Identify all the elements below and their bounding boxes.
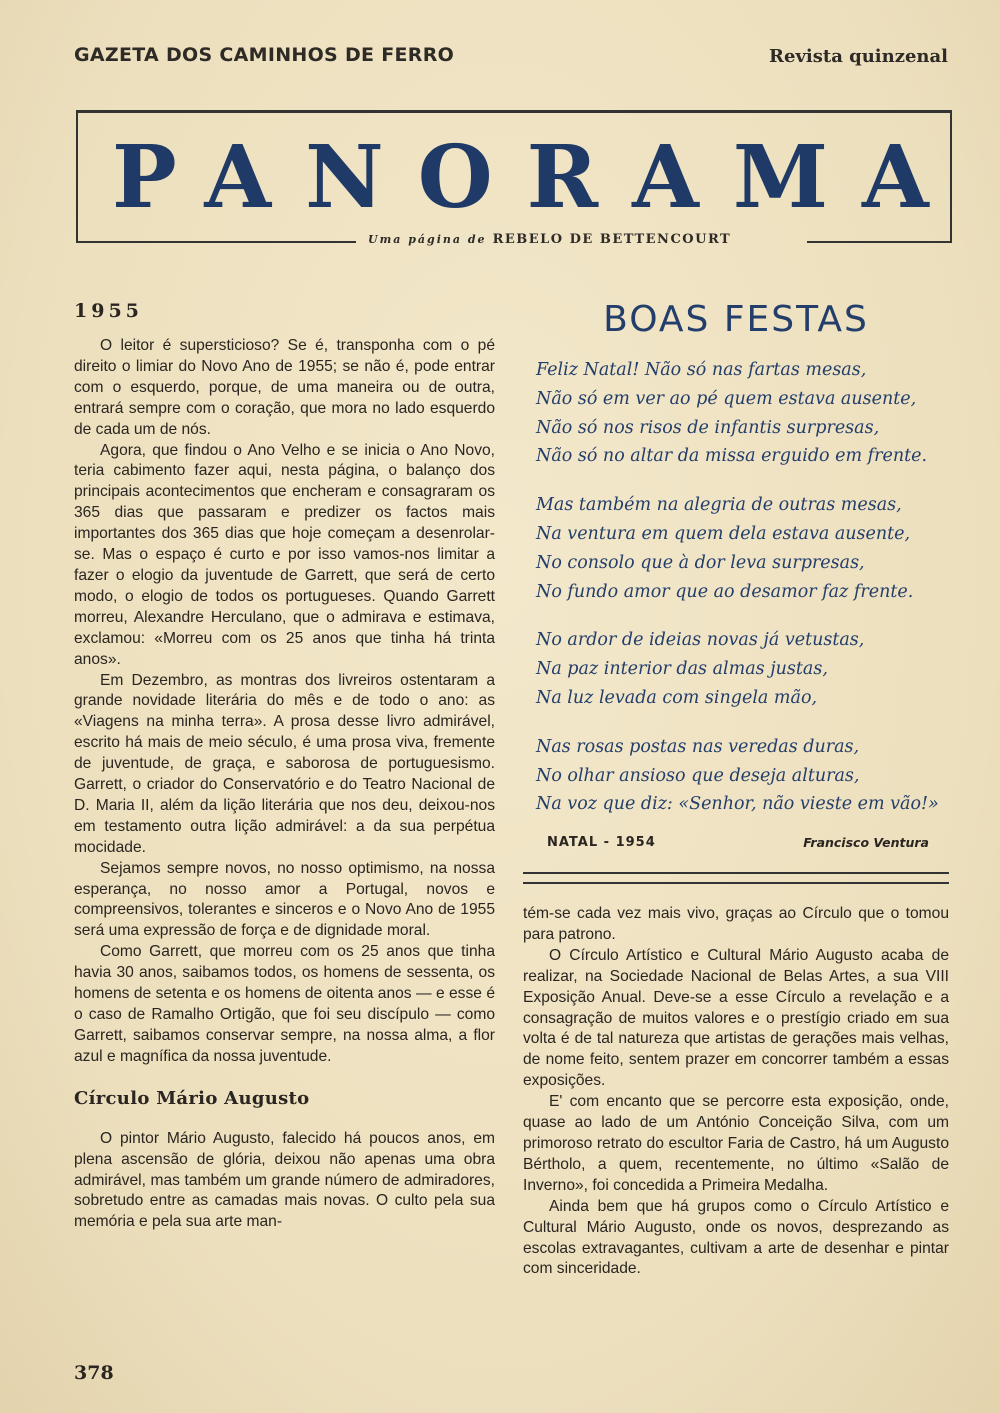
publication-name: GAZETA DOS CAMINHOS DE FERRO xyxy=(74,44,455,66)
poem-verse: No consolo que à dor leva surpresas, xyxy=(536,552,865,573)
byline-rule-left xyxy=(76,241,356,243)
poem-verse: Na paz interior das almas justas, xyxy=(536,659,828,680)
article-1955-title: 1955 xyxy=(74,300,143,322)
poem-verse: Não só em ver ao pé quem estava ausente, xyxy=(536,388,917,409)
article-circulo-paragraph: O Círculo Artístico e Cultural Mário Augusto acaba de realizar, na Sociedade Nacional de Belas Artes, a sua VIII Exposição Anual. Deve-se a esse Círculo a revelação e a consagração de muitos valores e o prestígio criado em sua volta é de tal natureza que artistas de gerações mais velhas, de nome feito, sentem prazer em concorrer também a essas exposições. xyxy=(523,946,949,1090)
publication-frequency: Revista quinzenal xyxy=(769,46,948,67)
article-circulo-continuation: tém-se cada vez mais vivo, graças ao Círculo que o tomou para patrono. xyxy=(523,905,949,943)
poem-author: Francisco Ventura xyxy=(803,835,929,851)
poem-date: NATAL - 1954 xyxy=(547,835,656,851)
article-circulo-paragraph: E' com encanto que se percorre esta exposição, onde, quase ao lado de um António Conceição Silva, com um primoroso retrato do escultor Faria de Castro, há um Augusto Bértholo, a quem, recentemente, no último «Salão de Inverno», foi concedida a Primeira Medalha. xyxy=(523,1093,949,1194)
poem-verse: Na luz levada com singela mão, xyxy=(536,687,818,708)
byline-text xyxy=(368,232,731,247)
article-1955-paragraph: Sejamos sempre novos, no nosso optimismo, na nossa esperança, no nosso amor a Portugal, novos e compreensivos, tolerantes e sinceros e o Novo Ano de 1955 será uma expressão de força e de dignidade moral. xyxy=(74,859,495,940)
poem-verse: Não só no altar da missa erguido em frente. xyxy=(536,446,928,467)
article-circulo-paragraph: O pintor Mário Augusto, falecido há poucos anos, em plena ascensão de glória, deixou não apenas uma obra admirável, mas também um grande número de admiradores, sobretudo entre as camadas mais novas. O culto pela sua memória e pela sua arte man- xyxy=(74,1129,495,1231)
poem-verse: Não só nos risos de infantis surpresas, xyxy=(536,417,880,438)
article-circulo-paragraph: Ainda bem que há grupos como o Círculo Artístico e Cultural Mário Augusto, onde os novos, desprezando as escolas extravagantes, cultivam a arte de desenhar e pintar com sinceridade. xyxy=(523,1197,949,1278)
byline-prefix: Uma página de xyxy=(368,233,487,246)
poem-stanza xyxy=(536,733,949,819)
poem-verse: No fundo amor que ao desamor faz frente. xyxy=(536,581,914,602)
page-number: 378 xyxy=(74,1362,114,1384)
double-rule-divider xyxy=(523,872,949,884)
poem-verse: Mas também na alegria de outras mesas, xyxy=(536,495,902,516)
masthead-title: PANORAMA xyxy=(112,127,963,228)
article-1955-paragraph: Em Dezembro, as montras dos livreiros ostentaram a grande novidade literária do mês e de todo o ano: as «Viagens na minha terra». A prosa desse livro admirável, escrito há mais de meio século, é uma prosa viva, fremente de juventude, de graça, e saborosa de portuguesismo. Garrett, o criador do Conservatório e do Teatro Nacional de D. Maria II, além da lição literária que nos deu, deixou-nos em testamento outra lição admirável: a da sua perpétua mocidade. xyxy=(74,671,495,856)
poem-stanza xyxy=(536,356,949,471)
poem-stanza xyxy=(536,491,949,606)
byline-author: REBELO DE BETTENCOURT xyxy=(492,232,732,247)
article-circulo-title: Círculo Mário Augusto xyxy=(74,1087,310,1109)
poem-block xyxy=(523,300,949,855)
byline-rule-right xyxy=(807,241,952,243)
article-1955-paragraph: Como Garrett, que morreu com os 25 anos que tinha havia 30 anos, saibamos todos, os homens de sessenta, os homens de setenta e os homens de oitenta anos — e esse é o caso de Ramalho Ortigão, que foi seu discípulo — como Garrett, saibamos conservar sempre, na nossa alma, a flor azul e magnífica da nossa juventude. xyxy=(74,943,495,1065)
article-1955-paragraph: O leitor é supersticioso? Se é, transponha com o pé direito o limiar do Novo Ano de 1955; se não é, pode entrar com o esquerdo, porque, de uma maneira ou de outra, entrará sempre com o coração, que mora no lado esquerdo de cada um de nós. xyxy=(74,337,495,438)
poem-verse: Nas rosas postas nas veredas duras, xyxy=(536,736,860,757)
byline xyxy=(76,232,952,252)
poem-title: BOAS FESTAS xyxy=(603,299,869,340)
left-column xyxy=(74,300,495,1233)
masthead-box xyxy=(76,110,963,243)
poem-verse: No olhar ansioso que deseja alturas, xyxy=(536,765,860,786)
poem-verse: Na ventura em quem dela estava ausente, xyxy=(536,523,911,544)
article-1955-paragraph: Agora, que findou o Ano Velho e se inicia o Ano Novo, teria cabimento fazer aqui, nesta página, o balanço dos principais acontecimentos que encheram e consagraram os 365 dias que passaram e predizer os factos mais importantes dos 365 dias que hoje começam a desenrolar-se. Mas o espaço é curto e por isso vamos-nos limitar a fazer o elogio da juventude de Garrett, que será de certo modo, o elogio de todos os portugueses. Quando Garrett morreu, Alexandre Herculano, que o admirava e estimava, exclamou: «Morreu com os 25 anos que tinha há trinta anos». xyxy=(74,441,495,668)
poem-stanza xyxy=(536,626,949,712)
poem-verse: No ardor de ideias novas já vetustas, xyxy=(536,630,865,651)
poem-signature xyxy=(523,835,949,855)
poem-verse: Feliz Natal! Não só nas fartas mesas, xyxy=(536,360,867,380)
right-column-continuation xyxy=(523,904,949,1280)
poem-verse: Na voz que diz: «Senhor, não vieste em vão!» xyxy=(536,794,939,815)
